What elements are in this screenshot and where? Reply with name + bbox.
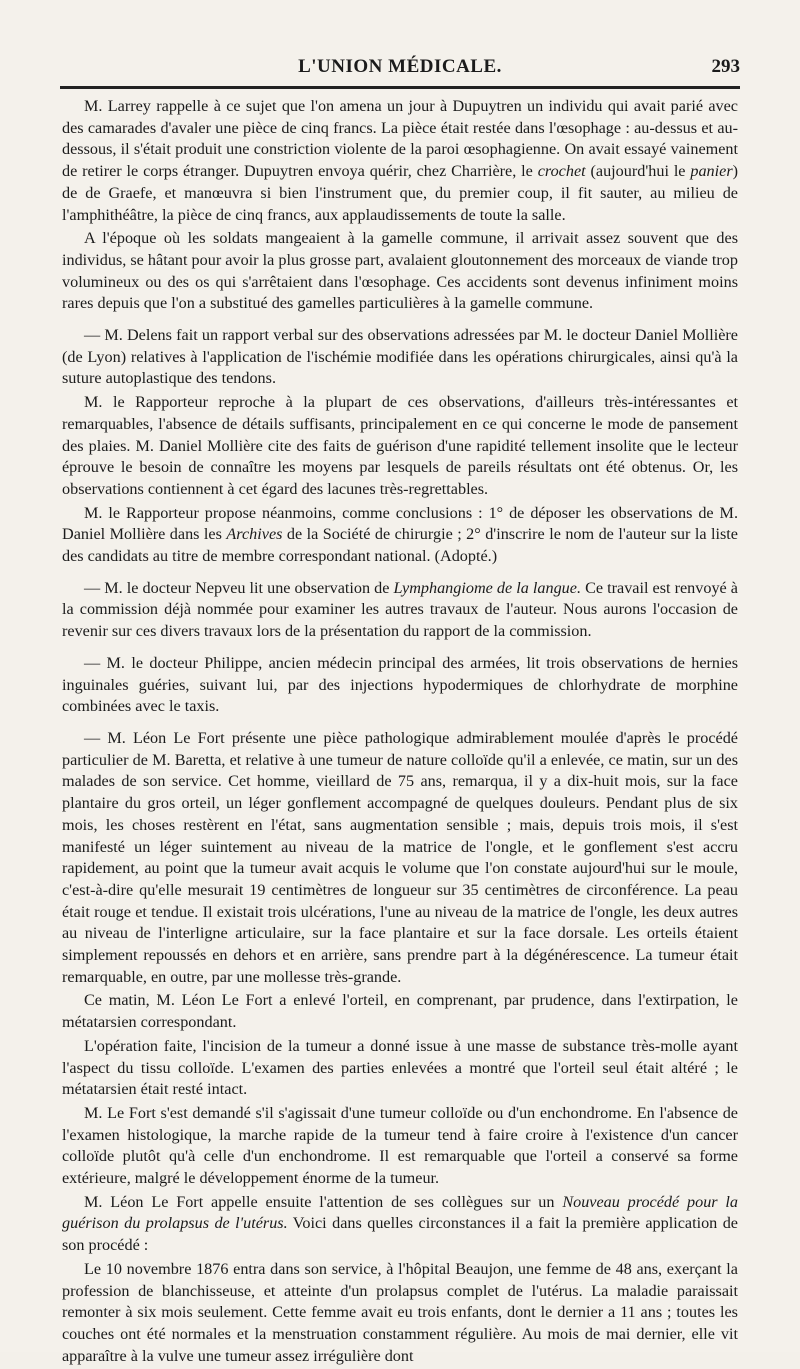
paragraph — [62, 392, 738, 501]
text-run: M. Léon Le Fort appelle ensuite l'attention de ses collègues sur un — [84, 1192, 563, 1211]
italic-text: panier — [690, 162, 733, 181]
text-run: — M. le docteur Philippe, ancien médecin principal des armées, lit trois observations de hernies inguinales guéries, suivant lui, par des injections hypodermiques de chlorhydrate de morphine combinées avec le taxis. — [62, 653, 738, 716]
text-run: A l'époque où les soldats mangeaient à la gamelle commune, il arrivait assez souvent que des individus, se hâtant pour avoir la plus grosse part, avalaient gloutonnement des morceaux de viande trop volumineux ou des os qui s'arrêtaient dans l'œsophage. Ces accidents sont devenus infiniment moins rares depuis que l'on a substitué des gamelles particulières à la gamelle commune. — [62, 229, 738, 313]
paragraph — [62, 96, 738, 226]
paragraph — [62, 728, 738, 988]
text-run: M. Le Fort s'est demandé s'il s'agissait d'une tumeur colloïde ou d'un enchondrome. En l'absence de l'examen histologique, la marche rapide de la tumeur tend à faire croire à l'existence d'un cancer colloïde plutôt qu'à celle d'un enchondrome. Il est remarquable que l'orteil a conservé sa forme extérieure, malgré le développement énorme de la tumeur. — [62, 1103, 738, 1188]
italic-text: Archives — [226, 525, 283, 544]
text-run: Ce travail est renvoyé à la commission déjà nommée pour examiner les autres travaux de l'auteur. Nous aurons l'occasion de revenir sur ces divers travaux lors de la présentation du rapport de la commission. — [62, 578, 738, 641]
paragraph — [62, 1259, 738, 1368]
paragraph — [62, 1192, 738, 1257]
text-run: — M. Delens fait un rapport verbal sur des observations adressées par M. le docteur Daniel Mollière (de Lyon) relatives à l'application de l'ischémie modifiée dans les opérations chirurgicales, ainsi qu'à la suture autoplastique des tendons. — [62, 326, 738, 388]
article-body — [62, 96, 738, 1369]
text-run: L'opération faite, l'incision de la tumeur a donné issue à une masse de substance très-molle ayant l'aspect du tissu colloïde. L'examen des parties enlevées a montré que l'orteil seul était altéré ; le métatarsien était resté intact. — [62, 1036, 738, 1099]
paragraph — [62, 1036, 738, 1101]
text-run: — M. Léon Le Fort présente une pièce pathologique admirablement moulée d'après le procédé particulier de M. Baretta, et relative à une tumeur de nature colloïde qu'il a enlevée, ce matin, sur un des malades de son service. Cet homme, vieillard de 75 ans, remarqua, il y a dix-huit mois, sur la face plantaire du gros orteil, un léger gonflement accompagné de quelques douleurs. Pendant plus de six mois, les choses restèrent en l'état, sans augmentation sensible ; mais, depuis trois mois, il s'est manifesté un léger suintement au niveau de la matrice de l'ongle, et le gonflement s'est accru rapidement, au point que la tumeur avait acquis le volume que l'on constate aujourd'hui sur le moule, c'est-à-dire qu'elle mesurait 19 centimètres de longueur sur 35 centimètres de circonférence. La peau était rouge et tendue. Il existait trois ulcérations, l'une au niveau de la matrice de l'ongle, les deux autres au niveau de l'interligne articulaire, sur la face plantaire et sur la face dorsale. Les orteils étaient simplement repoussés en dehors et en arrière, sans prendre part à la dégénérescence. La tumeur était remarquable, en outre, par une mollesse très-grande. — [62, 728, 738, 986]
text-run: ) de de Graefe, et manœuvra si bien l'instrument que, du premier coup, il fit sauter, au milieu de l'amphithéâtre, la pièce de cinq francs, aux applaudissements de toute la salle. — [62, 162, 739, 224]
text-run: Le 10 novembre 1876 entra dans son service, à l'hôpital Beaujon, une femme de 48 ans, exerçant la profession de blanchisseuse, et atteinte d'un prolapsus complet de l'utérus. La maladie paraissait remonter à six mois seulement. Cette femme avait eu trois enfants, dont le dernier a 11 ans ; toutes les couches ont été normales et la menstruation constamment régulière. Au mois de mai dernier, elle vit apparaître à la vulve une tumeur assez irrégulière dont — [62, 1259, 738, 1365]
text-run: — M. le docteur Nepveu lit une observation de — [84, 578, 394, 597]
paragraph — [62, 325, 738, 390]
text-run: Voici dans quelles circonstances il a fait la première application de son procédé : — [62, 1214, 738, 1255]
text-run: M. le Rapporteur reproche à la plupart de ces observations, d'ailleurs très-intéressantes et remarquables, l'absence de détails suffisants, principalement en ce qui concerne le mode de pansement des plaies. M. Daniel Mollière cite des faits de guérison d'une rapidité tellement insolite que le lecteur éprouve le besoin de connaître les moyens par lesquels de pareils résultats ont été obtenus. Or, les observations contiennent à cet égard des lacunes très-regrettables. — [62, 393, 738, 498]
text-run: de la Société de chirurgie ; 2° d'inscrire le nom de l'auteur sur la liste des candidats au titre de membre correspondant national. (Adopté.) — [62, 525, 738, 566]
header-rule — [60, 86, 740, 89]
paragraph — [62, 653, 738, 718]
journal-title: L'UNION MÉDICALE. — [298, 56, 502, 77]
paragraph — [62, 990, 738, 1033]
paragraph — [62, 503, 738, 568]
italic-text: Lymphangiome de la langue. — [393, 578, 581, 597]
italic-text: Nouveau procédé pour la guérison du prolapsus de l'utérus. — [62, 1192, 738, 1233]
italic-text: crochet — [537, 162, 586, 181]
paragraph — [62, 1103, 738, 1190]
paragraph — [62, 228, 738, 315]
page-number: 293 — [711, 56, 740, 77]
text-run: Ce matin, M. Léon Le Fort a enlevé l'orteil, en comprenant, par prudence, dans l'extirpation, le métatarsien correspondant. — [62, 991, 738, 1032]
running-header — [60, 56, 740, 84]
text-run: (aujourd'hui le — [585, 162, 691, 181]
text-run: M. le Rapporteur propose néanmoins, comme conclusions : 1° de déposer les observations de M. Daniel Mollière dans les — [62, 503, 738, 544]
text-run: M. Larrey rappelle à ce sujet que l'on amena un jour à Dupuytren un individu qui avait parié avec des camarades d'avaler une pièce de cinq francs. La pièce était restée dans l'œsophage : au-dessus et au-dessous, il s'était produit une constriction violente de la paroi œsophagienne. On avait essayé vainement de retirer le corps étranger. Dupuytren envoya quérir, chez Charrière, le — [62, 97, 738, 181]
paragraph — [62, 578, 738, 643]
